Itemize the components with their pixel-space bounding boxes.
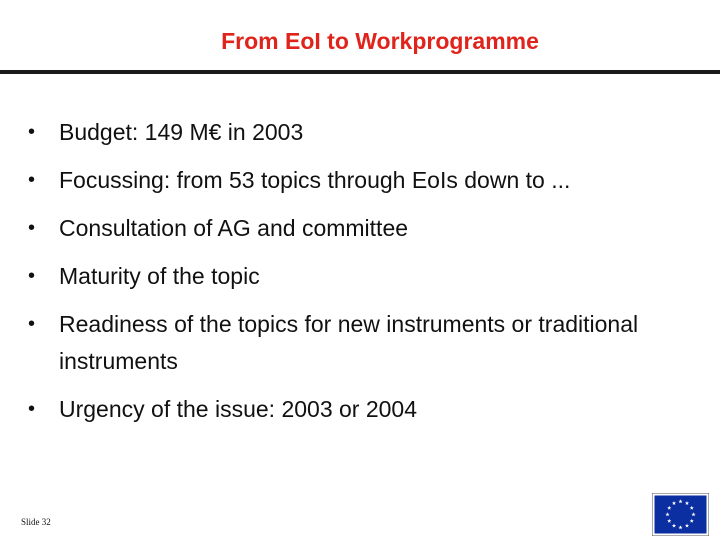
- bullet-item-consultation: [28, 210, 708, 247]
- bullet-item-budget: [28, 114, 708, 151]
- bullet-text: Focussing: from 53 topics through EoIs down to ...: [59, 167, 571, 193]
- bullet-text: Urgency of the issue: 2003 or 2004: [59, 396, 418, 422]
- bullet-dot-icon: •: [28, 169, 36, 191]
- bullet-dot-icon: •: [28, 121, 36, 143]
- bullet-dot-icon: •: [28, 217, 36, 239]
- bullet-item-urgency: [28, 391, 708, 428]
- bullet-item-maturity: [28, 258, 708, 295]
- bullet-item-readiness: [28, 306, 708, 380]
- bullet-dot-icon: •: [28, 398, 36, 420]
- bullet-dot-icon: •: [28, 265, 36, 287]
- slide-title: From EoI to Workprogramme: [221, 28, 539, 54]
- bullet-text: Maturity of the topic: [59, 263, 260, 289]
- bullet-text: Budget: 149 M€ in 2003: [59, 119, 304, 145]
- bullet-dot-icon: •: [28, 313, 36, 335]
- bullet-item-focussing: [28, 162, 708, 199]
- bullet-text: Readiness of the topics for new instruments or traditional instruments: [59, 311, 639, 374]
- slide-number: Slide 32: [21, 517, 51, 527]
- bullet-list: [28, 114, 708, 439]
- title-divider: [0, 70, 720, 74]
- eu-flag-icon: [652, 493, 709, 536]
- bullet-text: Consultation of AG and committee: [59, 215, 409, 241]
